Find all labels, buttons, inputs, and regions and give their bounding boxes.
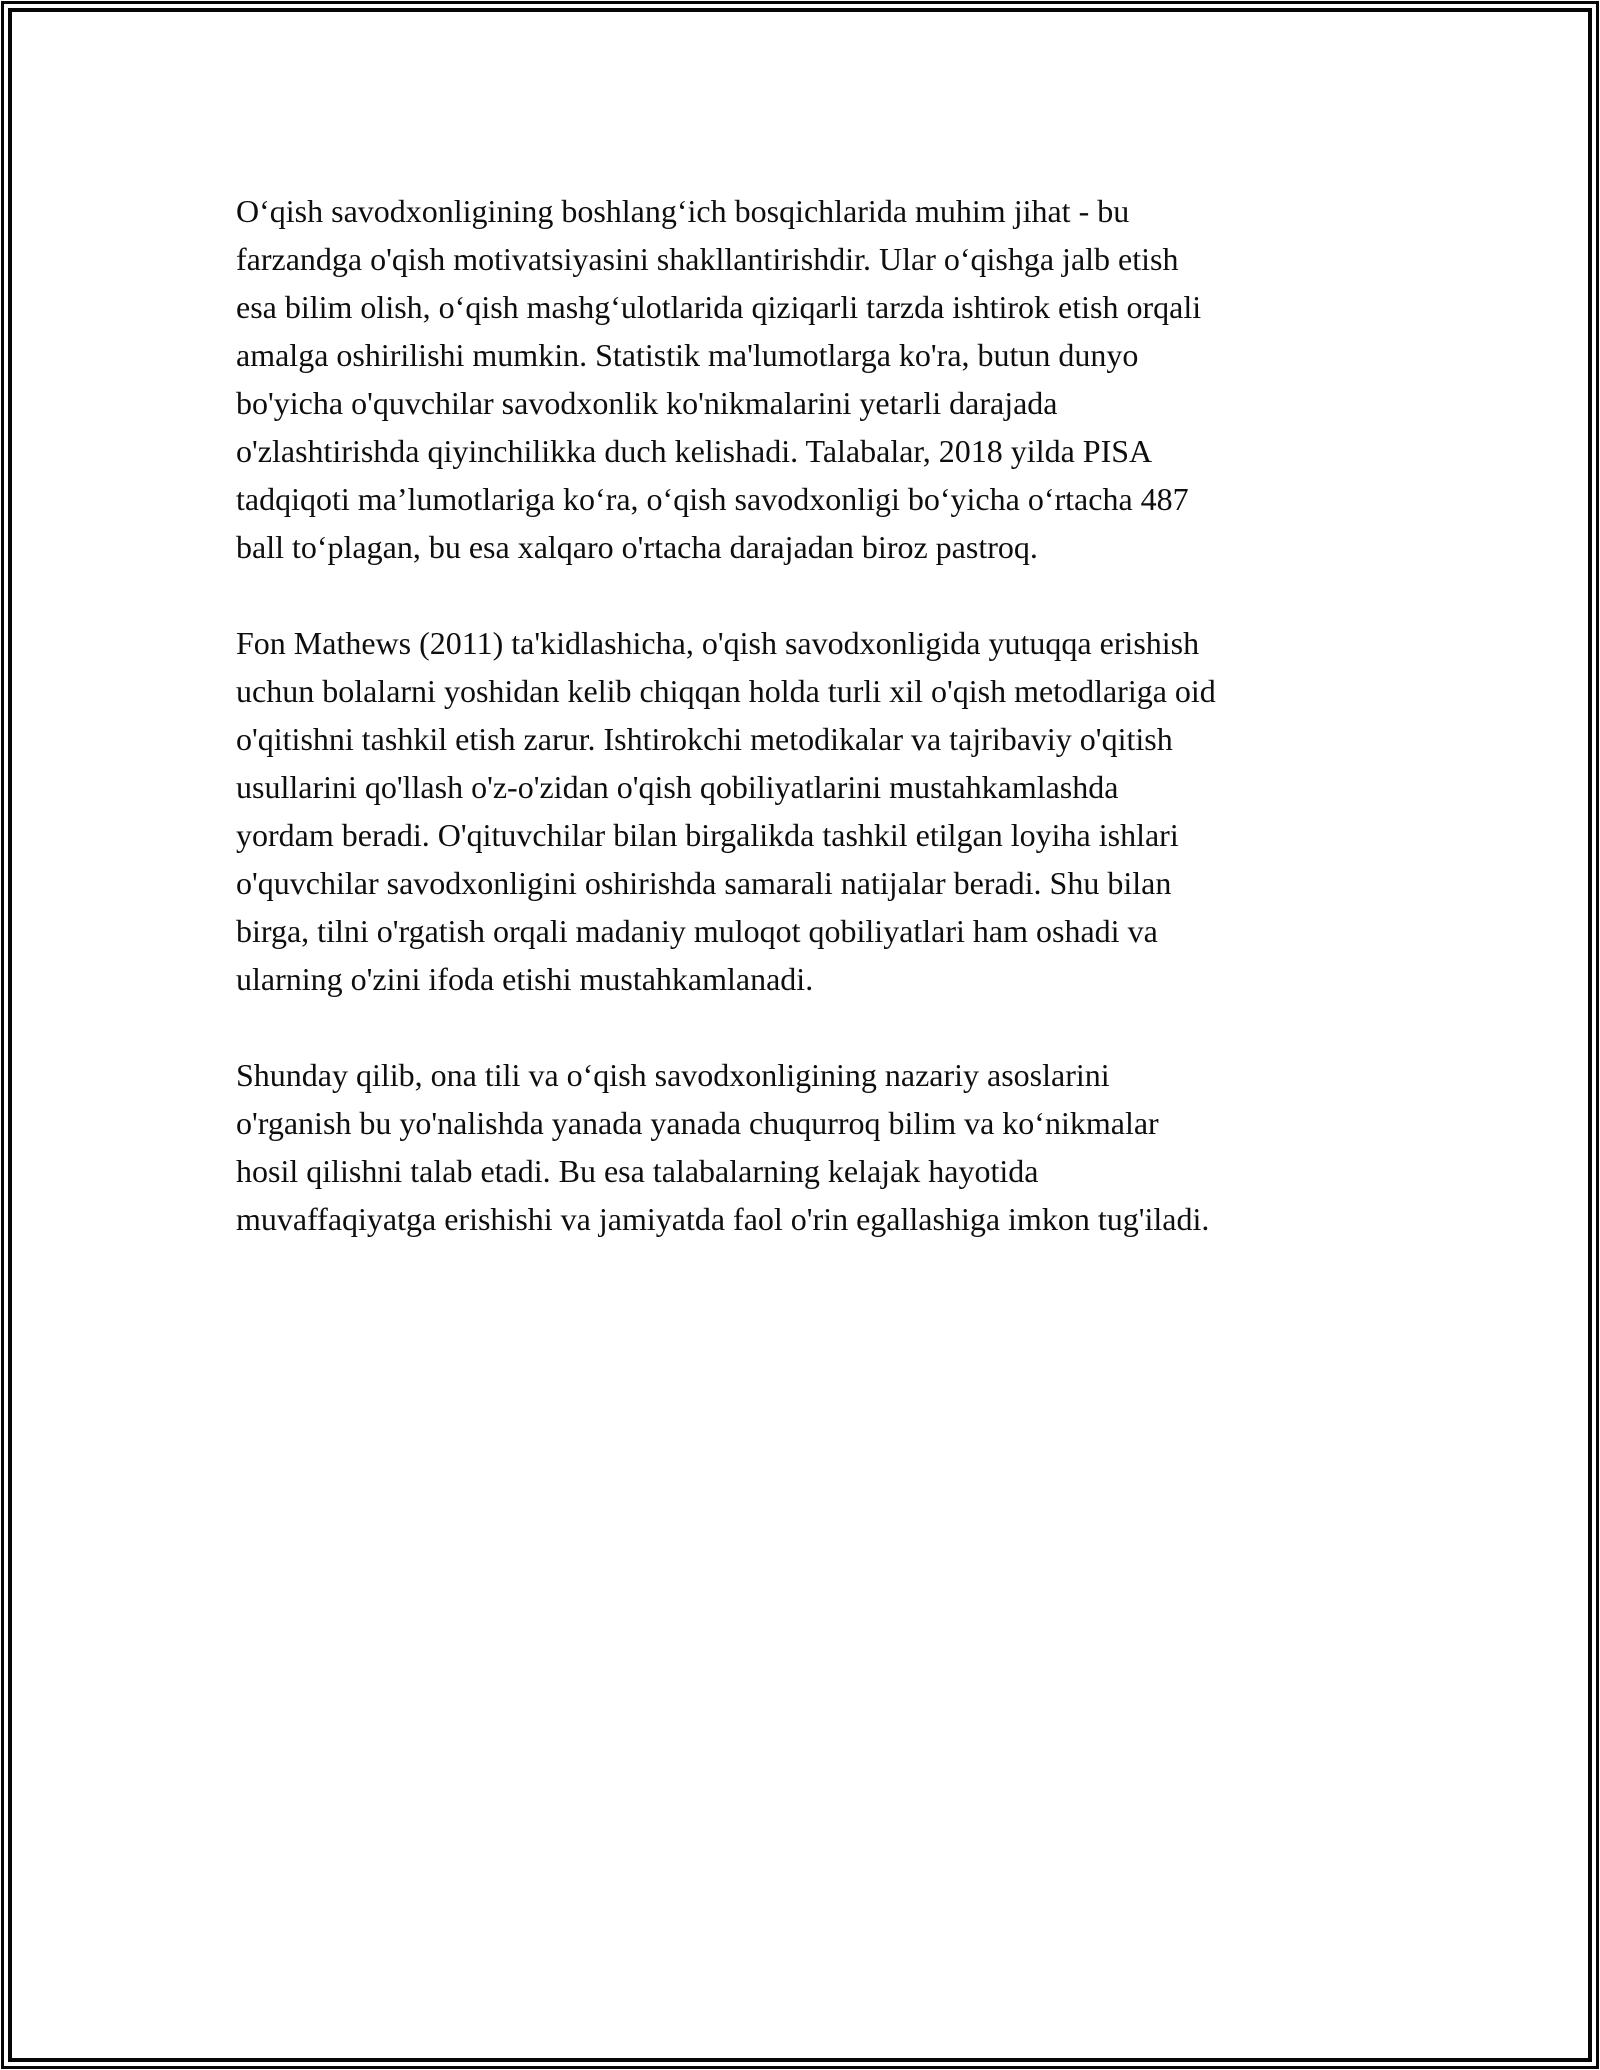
text-line: usullarini qo'llash o'z-o'zidan o'qish qobiliyatlarini mustahkamlashda (236, 769, 1119, 805)
document-body-text (236, 187, 1344, 1243)
text-line: hosil qilishni talab etadi. Bu esa talabalarning kelajak hayotida (236, 1153, 1039, 1189)
text-line: o'quvchilar savodxonligini oshirishda samarali natijalar beradi. Shu bilan (236, 865, 1172, 901)
text-line: birga, tilni o'rgatish orqali madaniy muloqot qobiliyatlari ham oshadi va (236, 913, 1158, 949)
paragraph-2 (236, 619, 1344, 1003)
paragraph-3 (236, 1051, 1344, 1243)
text-line: yordam beradi. O'qituvchilar bilan birgalikda tashkil etilgan loyiha ishlari (236, 817, 1179, 853)
text-line: o'zlashtirishda qiyinchilikka duch kelishadi. Talabalar, 2018 yilda PISA (236, 433, 1153, 469)
text-line: o'rganish bu yo'nalishda yanada yanada chuqurroq bilim va koʻnikmalar (236, 1105, 1159, 1141)
text-line: ball toʻplagan, bu esa xalqaro o'rtacha darajadan biroz pastroq. (236, 529, 1038, 565)
text-line: ularning o'zini ifoda etishi mustahkamlanadi. (236, 961, 814, 997)
text-line: muvaffaqiyatga erishishi va jamiyatda faol o'rin egallashiga imkon tug'iladi. (236, 1201, 1210, 1237)
text-line: Fon Mathews (2011) ta'kidlashicha, o'qish savodxonligida yutuqqa erishish (236, 625, 1200, 661)
text-line: amalga oshirilishi mumkin. Statistik ma'lumotlarga ko'ra, butun dunyo (236, 337, 1139, 373)
text-line: tadqiqoti ma’lumotlariga koʻra, oʻqish savodxonligi boʻyicha oʻrtacha 487 (236, 481, 1189, 517)
text-line: farzandga o'qish motivatsiyasini shakllantirishdir. Ular oʻqishga jalb etish (236, 241, 1179, 277)
text-line: o'qitishni tashkil etish zarur. Ishtirokchi metodikalar va tajribaviy o'qitish (236, 721, 1173, 757)
text-line: uchun bolalarni yoshidan kelib chiqqan holda turli xil o'qish metodlariga oid (236, 673, 1216, 709)
text-line: Shunday qilib, ona tili va oʻqish savodxonligining nazariy asoslarini (236, 1057, 1110, 1093)
text-line: bo'yicha o'quvchilar savodxonlik ko'nikmalarini yetarli darajada (236, 385, 1058, 421)
text-line: esa bilim olish, oʻqish mashgʻulotlarida qiziqarli tarzda ishtirok etish orqali (236, 289, 1202, 325)
text-line: Oʻqish savodxonligining boshlangʻich bosqichlarida muhim jihat - bu (236, 193, 1130, 229)
paragraph-1 (236, 187, 1344, 571)
